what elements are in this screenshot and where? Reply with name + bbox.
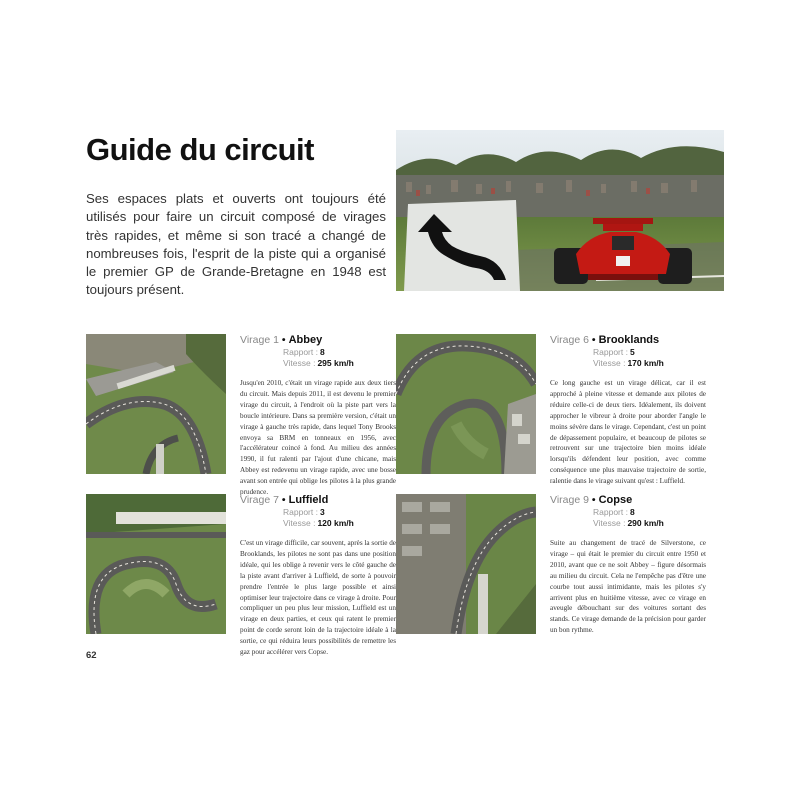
vitesse-value: 170 km/h — [627, 357, 664, 368]
corner-number: Virage 6 — [550, 334, 589, 346]
corner-copse — [396, 494, 706, 654]
bullet-icon: • — [281, 334, 286, 346]
hero-photo — [396, 130, 724, 291]
racing-car-photo — [396, 130, 724, 291]
page-title: Guide du circuit — [86, 132, 314, 167]
corner-name: Abbey — [288, 334, 323, 346]
bullet-icon: • — [281, 494, 286, 506]
corner-meta — [240, 494, 396, 528]
bullet-icon: • — [591, 334, 596, 346]
vitesse-label: Vitesse : — [283, 357, 316, 368]
vitesse-label: Vitesse : — [593, 517, 626, 528]
corner-meta — [550, 494, 706, 528]
rapport-label: Rapport : — [283, 507, 318, 517]
corner-number: Virage 7 — [240, 494, 279, 506]
corner-description: Jusqu'en 2010, c'était un virage rapide aux deux tiers du circuit. Mais depuis 2011, il est devenu le premier virage du circuit, à l'endroit où la piste part vers la boucle intérieure. Dans sa première version, c'était un virage à gauche très rapide, dans lequel Tony Brooks envoya sa BRM en tonneaux en 1956, avec l'accélérateur coincé à fond. Au milieu des années 1990, il fut ralenti par l'ajout d'une chicane, mais Abbey est redevenu un virage rapide, avec une bosse avant son entrée qui oblige les pilotes à la plus grande prudence. — [240, 379, 396, 497]
rapport-value: 3 — [319, 507, 325, 517]
corner-abbey — [86, 334, 396, 497]
corner-number: Virage 1 — [240, 334, 279, 346]
corner-name: Copse — [598, 494, 633, 506]
vitesse-value: 290 km/h — [627, 517, 664, 528]
rapport-label: Rapport : — [283, 347, 318, 357]
rapport-label: Rapport : — [593, 347, 628, 357]
rapport-label: Rapport : — [593, 507, 628, 517]
corner-meta — [240, 334, 396, 368]
corner-name: Luffield — [288, 494, 329, 506]
intro-paragraph: Ses espaces plats et ouverts ont toujours été utilisés pour faire un circuit composé de virages très rapides, et même si son tracé a changé de nombreuses fois, l'esprit de la piste qui a organisé le premier GP de Grande-Bretagne en 1948 est toujours présent. — [86, 191, 386, 298]
corner-meta — [550, 334, 706, 368]
rapport-value: 8 — [629, 507, 635, 517]
corner-description: C'est un virage difficile, car souvent, après la sortie de Brooklands, les pilotes ne sont pas dans une position idéale, qui les oblige à revenir vers le côté gauche de la piste avant d'arriver à Luffield, de sorte à pouvoir prendre l'entrée le plus large possible et ainsi optimiser leur trajectoire dans ce virage à droite. Pour compliquer un peu plus leur mission, Luffield est un virage en deux parties, et ceux qui ratent le premier point de corde seront loin de la trajectoire idéale à la sortie, ce qui réduira leurs possibilités de remettre les gaz pour accélérer vers Copse. — [240, 539, 396, 657]
page-number: 62 — [86, 650, 97, 661]
vitesse-label: Vitesse : — [283, 517, 316, 528]
aerial-photo-copse — [396, 494, 536, 634]
corner-description: Suite au changement de tracé de Silverstone, ce virage – qui était le premier du circuit entre 1950 et 2010, avant que ce ne soit Abbey – figure désormais au milieu du circuit. Cela ne l'empêche pas d'être une courbe tout aussi intimidante, mais les pilotes s'y arrivent plus en huitième vitesse, avec ce virage en aveugle débouchant sur des voitures sortant des stands. Ce virage demande de la précision pour garder un bon rythme. — [550, 539, 706, 635]
bullet-icon: • — [591, 494, 596, 506]
aerial-photo-abbey — [86, 334, 226, 474]
corner-brooklands — [396, 334, 706, 494]
aerial-photo-brooklands — [396, 334, 536, 474]
rapport-value: 5 — [629, 347, 635, 357]
corner-name: Brooklands — [598, 334, 660, 346]
vitesse-value: 295 km/h — [317, 357, 354, 368]
vitesse-label: Vitesse : — [593, 357, 626, 368]
rapport-value: 8 — [319, 347, 325, 357]
corner-number: Virage 9 — [550, 494, 589, 506]
corner-description: Ce long gauche est un virage délicat, car il est approché à pleine vitesse et demande aux pilotes de réduire celle-ci de deux tiers. Idéalement, ils doivent approcher le vibreur à droite pour aborder l'angle le moins sévère dans le virage. Cependant, c'est un point de dépassement populaire, et beaucoup de pilotes se retrouvent sur une trajectoire bien moins idéale lorsqu'ils défendent leur position, avec comme conséquence une plus mauvaise trajectoire de sortie, ralentie dans le virage suivant qu'est : Luffield. — [550, 379, 706, 486]
aerial-photo-luffield — [86, 494, 226, 634]
vitesse-value: 120 km/h — [317, 517, 354, 528]
